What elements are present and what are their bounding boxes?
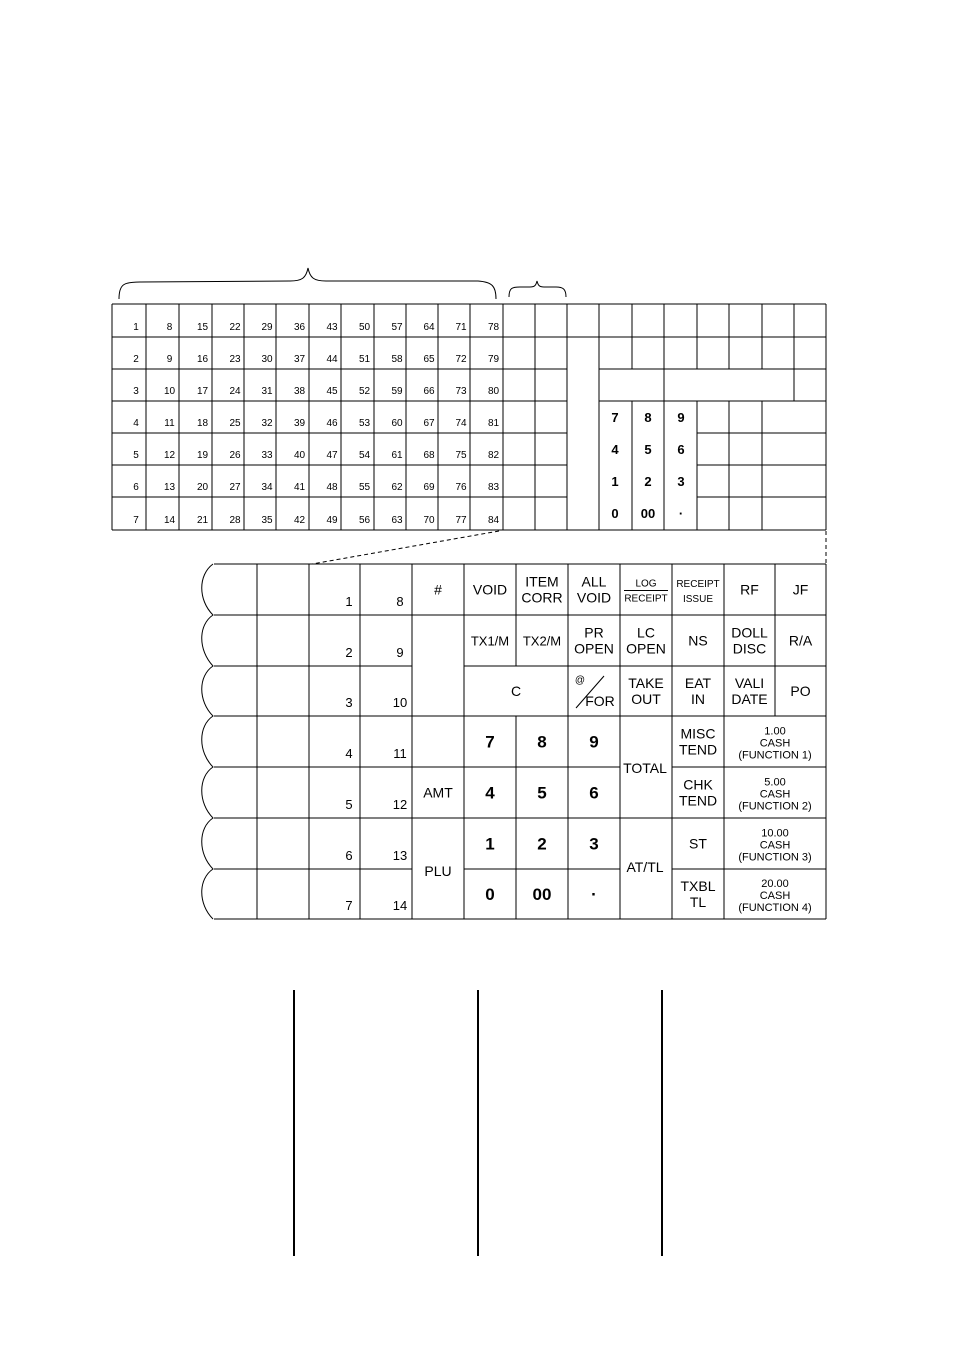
misc-tend-key: MISC: [680, 725, 716, 742]
plu-key-number[interactable]: 10: [392, 695, 408, 710]
log-label[interactable]: LOG: [635, 578, 657, 590]
validate-key: VALI: [734, 675, 765, 691]
numpad-key[interactable]: 3: [589, 834, 599, 854]
key-number[interactable]: 24: [229, 386, 241, 397]
key-number[interactable]: 52: [358, 386, 371, 397]
numpad-key[interactable]: 4: [611, 442, 619, 457]
key-number[interactable]: 81: [487, 418, 500, 429]
receipt-issue-key: ISSUE: [682, 594, 714, 605]
validate-key: DATE: [731, 691, 768, 707]
plu-key-number[interactable]: 7: [345, 898, 353, 913]
key-number[interactable]: 42: [293, 515, 306, 526]
plu-key-number[interactable]: 3: [345, 695, 353, 710]
key-number[interactable]: 74: [455, 418, 467, 429]
key-number[interactable]: 73: [455, 386, 467, 397]
tx2m-key[interactable]: TX2/M: [522, 633, 562, 649]
key-number[interactable]: 53: [358, 418, 371, 429]
total-key[interactable]: TOTAL: [623, 760, 667, 776]
key-number[interactable]: 51: [358, 354, 371, 365]
key-number[interactable]: 83: [487, 482, 500, 493]
key-number[interactable]: 77: [455, 515, 467, 526]
key-number[interactable]: 55: [358, 482, 371, 493]
key-number[interactable]: 38: [293, 386, 306, 397]
key-number[interactable]: 15: [196, 322, 209, 333]
chk-tend-key: CHK: [683, 776, 713, 793]
key-number[interactable]: 57: [391, 322, 403, 333]
key-number[interactable]: 59: [391, 386, 403, 397]
rf-key[interactable]: RF: [740, 581, 759, 598]
key-number[interactable]: 6: [133, 482, 139, 493]
key-number[interactable]: 10: [163, 386, 176, 397]
key-number[interactable]: 35: [261, 515, 273, 526]
key-number[interactable]: 71: [455, 322, 467, 333]
all-void-key: ALL: [581, 573, 607, 590]
key-number[interactable]: 84: [487, 515, 500, 526]
numpad-key[interactable]: 7: [611, 410, 619, 425]
key-number[interactable]: 14: [163, 515, 176, 526]
numpad-key[interactable]: ·: [678, 506, 684, 521]
cash-function-3-key: CASH: [759, 839, 791, 852]
key-number[interactable]: 16: [196, 354, 209, 365]
item-corr-key: ITEM: [525, 573, 559, 590]
chk-tend-key: TEND: [678, 792, 718, 809]
key-number[interactable]: 7: [133, 515, 139, 526]
numpad-key[interactable]: 4: [485, 783, 495, 803]
numpad-key[interactable]: 2: [644, 474, 652, 489]
txbl-tl-key: TXBL: [680, 878, 716, 894]
lower-wavy-edge: [202, 564, 213, 919]
numpad-key[interactable]: 00: [532, 885, 552, 904]
cash-function-2-key: CASH: [759, 788, 791, 801]
cash-function-1-key: 1.00: [764, 725, 786, 738]
po-key[interactable]: PO: [790, 683, 811, 699]
key-number[interactable]: 70: [423, 515, 435, 526]
key-number[interactable]: 8: [166, 322, 173, 333]
key-number[interactable]: 30: [261, 354, 273, 365]
key-number[interactable]: 11: [164, 418, 175, 429]
tx1m-key[interactable]: TX1/M: [470, 633, 510, 649]
take-out-key: OUT: [631, 691, 661, 707]
jf-key[interactable]: JF: [792, 581, 809, 598]
plu-key-number[interactable]: 14: [392, 898, 408, 913]
key-number[interactable]: 46: [326, 418, 338, 429]
key-number[interactable]: 78: [487, 322, 500, 333]
key-number[interactable]: 4: [133, 418, 139, 429]
numpad-key[interactable]: 0: [611, 506, 619, 521]
ns-key[interactable]: NS: [688, 632, 708, 649]
key-number[interactable]: 37: [293, 354, 306, 365]
plu-key[interactable]: PLU: [424, 863, 452, 879]
zoom-line-left: [312, 531, 499, 564]
plu-key-number[interactable]: 4: [345, 746, 353, 761]
numpad-key[interactable]: 3: [677, 474, 685, 489]
cash-function-3-key: 10.00: [761, 827, 789, 840]
misc-tend-key: TEND: [678, 741, 718, 758]
key-number[interactable]: 67: [423, 418, 435, 429]
numpad-key[interactable]: 6: [677, 442, 685, 457]
numpad-key[interactable]: 8: [644, 410, 652, 425]
key-number[interactable]: 36: [293, 322, 306, 333]
key-number[interactable]: 32: [261, 418, 273, 429]
key-number[interactable]: 1: [133, 322, 139, 333]
key-number[interactable]: 2: [133, 354, 139, 365]
receipt-issue-key: RECEIPT: [676, 579, 720, 590]
plu-key-number[interactable]: 2: [345, 645, 353, 660]
numpad-key[interactable]: 5: [644, 442, 652, 457]
cash-function-1-key: CASH: [759, 737, 791, 750]
key-number[interactable]: 25: [229, 418, 241, 429]
numpad-key[interactable]: ·: [591, 885, 597, 904]
void-key[interactable]: VOID: [472, 581, 508, 598]
plu-key-number[interactable]: 11: [393, 746, 407, 761]
key-number[interactable]: 18: [196, 418, 209, 429]
key-number[interactable]: 26: [229, 450, 241, 461]
key-number[interactable]: 61: [391, 450, 403, 461]
key-number[interactable]: 21: [196, 515, 209, 526]
key-number[interactable]: 31: [261, 386, 273, 397]
plu-key-number[interactable]: 12: [392, 797, 408, 812]
plu-key-number[interactable]: 5: [345, 797, 353, 812]
lc-open-key: OPEN: [626, 640, 666, 657]
cash-function-4-key: (FUNCTION 4): [738, 902, 812, 914]
cash-function-3-key: (FUNCTION 3): [738, 851, 812, 864]
numpad-key[interactable]: 6: [589, 783, 599, 803]
key-number[interactable]: 65: [423, 354, 435, 365]
pr-open-key: PR: [584, 624, 604, 641]
key-number[interactable]: 33: [261, 450, 273, 461]
plu-key-number[interactable]: 1: [345, 594, 353, 609]
key-number[interactable]: 62: [391, 482, 403, 493]
key-number[interactable]: 9: [166, 354, 173, 365]
key-number[interactable]: 22: [229, 322, 241, 333]
pr-open-key: OPEN: [574, 640, 614, 657]
key-number[interactable]: 12: [163, 450, 176, 461]
key-number[interactable]: 19: [196, 450, 209, 461]
numpad-key[interactable]: 9: [589, 732, 599, 752]
key-number[interactable]: 17: [196, 386, 209, 397]
key-number[interactable]: 13: [163, 482, 176, 493]
eat-in-key: IN: [691, 691, 705, 707]
key-number[interactable]: 58: [391, 354, 403, 365]
key-number[interactable]: 54: [358, 450, 371, 461]
key-number[interactable]: 64: [423, 322, 435, 333]
plu-key-number[interactable]: 9: [396, 645, 404, 660]
key-number[interactable]: 44: [326, 354, 338, 365]
cash-function-4-key: 20.00: [761, 878, 789, 890]
clear-key[interactable]: C: [510, 683, 522, 699]
hash-key[interactable]: #: [434, 581, 442, 598]
receipt-label[interactable]: RECEIPT: [624, 593, 668, 605]
key-number[interactable]: 76: [455, 482, 467, 493]
key-number[interactable]: 56: [358, 515, 371, 526]
brace-large: [119, 268, 496, 299]
st-key[interactable]: ST: [689, 835, 707, 852]
key-number[interactable]: 60: [391, 418, 403, 429]
key-number[interactable]: 69: [423, 482, 435, 493]
ra-key[interactable]: R/A: [788, 632, 813, 649]
key-number[interactable]: 79: [487, 354, 500, 365]
upper-keyboard: [112, 304, 826, 530]
key-number[interactable]: 20: [196, 482, 209, 493]
key-number[interactable]: 34: [261, 482, 273, 493]
numpad-key[interactable]: 9: [677, 410, 685, 425]
numpad-key[interactable]: 7: [485, 732, 495, 752]
cash-function-4-key: CASH: [759, 890, 791, 902]
key-number[interactable]: 49: [326, 515, 338, 526]
cash-function-1-key: (FUNCTION 1): [738, 749, 812, 762]
key-number[interactable]: 3: [133, 386, 139, 397]
numpad-key[interactable]: 0: [485, 885, 495, 904]
numpad-key[interactable]: 2: [537, 834, 547, 854]
numpad-key[interactable]: 1: [485, 834, 495, 854]
for-label[interactable]: FOR: [585, 693, 615, 709]
key-number[interactable]: 80: [487, 386, 500, 397]
all-void-key: VOID: [576, 589, 612, 606]
plu-key-number[interactable]: 8: [396, 594, 404, 609]
key-number[interactable]: 41: [293, 482, 306, 493]
key-number[interactable]: 82: [487, 450, 500, 461]
key-number[interactable]: 45: [326, 386, 338, 397]
key-number[interactable]: 50: [358, 322, 371, 333]
cash-function-2-key: (FUNCTION 2): [738, 800, 812, 813]
cash-function-2-key: 5.00: [764, 776, 786, 789]
lc-open-key: LC: [637, 624, 655, 641]
lower-keyboard: [202, 564, 826, 919]
key-number[interactable]: 63: [391, 515, 403, 526]
key-number[interactable]: 5: [133, 450, 139, 461]
key-number[interactable]: 72: [455, 354, 467, 365]
key-number[interactable]: 66: [423, 386, 435, 397]
key-number[interactable]: 39: [293, 418, 306, 429]
plu-key-number[interactable]: 6: [345, 848, 353, 863]
key-number[interactable]: 47: [326, 450, 338, 461]
key-number[interactable]: 27: [229, 482, 241, 493]
key-number[interactable]: 29: [261, 322, 273, 333]
eat-in-key: EAT: [684, 675, 712, 691]
key-number[interactable]: 48: [326, 482, 338, 493]
doll-disc-key: DISC: [732, 640, 767, 657]
key-number[interactable]: 43: [326, 322, 338, 333]
at-sign-label[interactable]: @: [574, 675, 586, 686]
numpad-key[interactable]: 1: [611, 474, 619, 489]
numpad-key[interactable]: 8: [537, 732, 547, 752]
numpad-key[interactable]: 00: [640, 506, 656, 521]
key-number[interactable]: 40: [293, 450, 306, 461]
key-number[interactable]: 28: [229, 515, 241, 526]
txbl-tl-key: TL: [689, 894, 707, 910]
attl-key[interactable]: AT/TL: [626, 859, 664, 875]
plu-key-number[interactable]: 13: [392, 848, 408, 863]
brace-small: [509, 281, 566, 297]
doll-disc-key: DOLL: [731, 624, 768, 641]
key-number[interactable]: 68: [423, 450, 435, 461]
amt-key[interactable]: AMT: [423, 784, 453, 801]
item-corr-key: CORR: [521, 589, 563, 606]
key-number[interactable]: 23: [229, 354, 241, 365]
numpad-key[interactable]: 5: [537, 783, 547, 803]
key-number[interactable]: 75: [455, 450, 467, 461]
take-out-key: TAKE: [628, 675, 664, 691]
